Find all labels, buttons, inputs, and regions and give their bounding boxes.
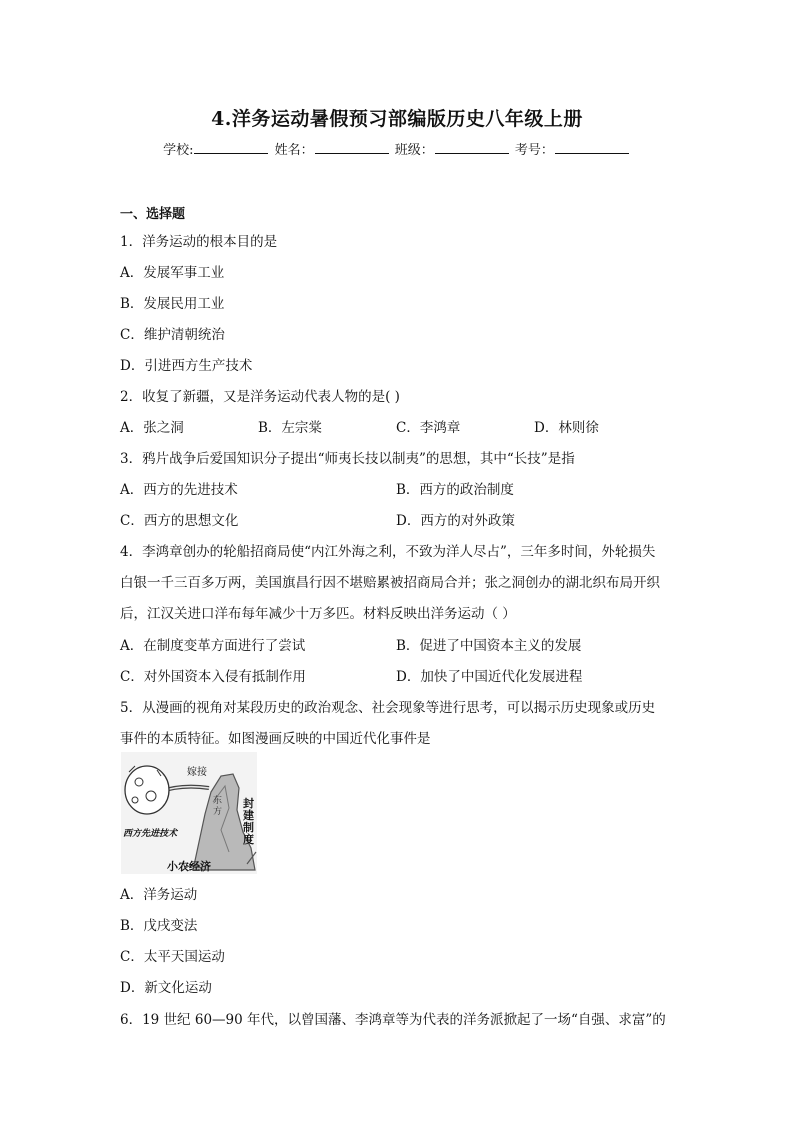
question-3-option-a[interactable]: A．西方的先进技术 (120, 482, 238, 498)
school-blank[interactable] (194, 141, 268, 154)
question-4-option-d[interactable]: D．加快了中国近代化发展进程 (396, 669, 583, 685)
question-1-stem: 1．洋务运动的根本目的是 (120, 234, 278, 250)
question-4-stem-line-2: 白银一千三百多万两，美国旗昌行因不堪赔累被招商局合并；张之洞创办的湖北织布局开织 (120, 575, 660, 591)
school-label: 学校: (163, 143, 194, 158)
question-4-option-b[interactable]: B．促进了中国资本主义的发展 (396, 638, 582, 654)
page-title: 4.洋务运动暑假预习部编版历史八年级上册 (211, 108, 583, 130)
question-4-option-a[interactable]: A．在制度变革方面进行了尝试 (120, 638, 306, 654)
question-3-stem: 3．鸦片战争后爱国知识分子提出“师夷长技以制夷”的思想，其中“长技”是指 (120, 451, 575, 467)
question-4-stem-line-3: 后，江汉关进口洋布每年减少十万多匹。材料反映出洋务运动（ ） (120, 606, 516, 622)
question-5-option-a[interactable]: A．洋务运动 (120, 887, 198, 903)
exam-number-label: 考号： (514, 143, 554, 158)
cartoon-label-feudal: 封建制度 (243, 797, 254, 846)
question-6-stem: 6．19 世纪 60—90 年代，以曾国藩、李鸿章等为代表的洋务派掀起了一场“自强、求富”的 (120, 1012, 666, 1028)
cartoon-label-small-farm: 小农经济 (167, 860, 211, 873)
class-label: 班级： (394, 143, 434, 158)
question-4-stem-line-1: 4．李鸿章创办的轮船招商局使“内江外海之利，不致为洋人尽占”，三年多时间，外轮损失 (120, 544, 656, 560)
question-1-option-c[interactable]: C．维护清朝统治 (120, 327, 225, 343)
cartoon-figure (121, 752, 257, 874)
name-blank[interactable] (315, 141, 389, 154)
question-3-option-d[interactable]: D．西方的对外政策 (396, 513, 515, 529)
question-1-option-d[interactable]: D．引进西方生产技术 (120, 358, 253, 374)
question-1-option-a[interactable]: A．发展军事工业 (120, 265, 225, 281)
question-3-option-b[interactable]: B．西方的政治制度 (396, 482, 514, 498)
cartoon-label-east: 东方 (213, 796, 223, 817)
question-2-option-a[interactable]: A．张之洞 (120, 420, 184, 436)
question-1-option-b[interactable]: B．发展民用工业 (120, 296, 225, 312)
cartoon-label-west-tech: 西方先进技术 (123, 829, 178, 839)
cartoon-label-graft: 嫁接 (187, 767, 207, 778)
question-2-option-c[interactable]: C．李鸿章 (396, 420, 461, 436)
name-label: 姓名： (274, 143, 314, 158)
question-5-option-b[interactable]: B．戊戌变法 (120, 918, 198, 934)
question-2-stem: 2．收复了新疆，又是洋务运动代表人物的是( ) (120, 389, 400, 405)
question-2-option-d[interactable]: D．林则徐 (534, 420, 599, 436)
question-2-option-b[interactable]: B．左宗棠 (258, 420, 322, 436)
question-4-option-c[interactable]: C．对外国资本入侵有抵制作用 (120, 669, 306, 685)
student-info-line (0, 139, 794, 158)
question-5-stem-line-2: 事件的本质特征。如图漫画反映的中国近代化事件是 (120, 731, 431, 747)
question-5-stem-line-1: 5．从漫画的视角对某段历史的政治观念、社会现象等进行思考，可以揭示历史现象或历史 (120, 700, 656, 716)
question-5-option-c[interactable]: C．太平天国运动 (120, 949, 225, 965)
exam-number-blank[interactable] (555, 141, 629, 154)
question-5-option-d[interactable]: D．新文化运动 (120, 980, 212, 996)
class-blank[interactable] (435, 141, 509, 154)
section-title: 一、选择题 (120, 207, 186, 222)
question-3-option-c[interactable]: C．西方的思想文化 (120, 513, 239, 529)
